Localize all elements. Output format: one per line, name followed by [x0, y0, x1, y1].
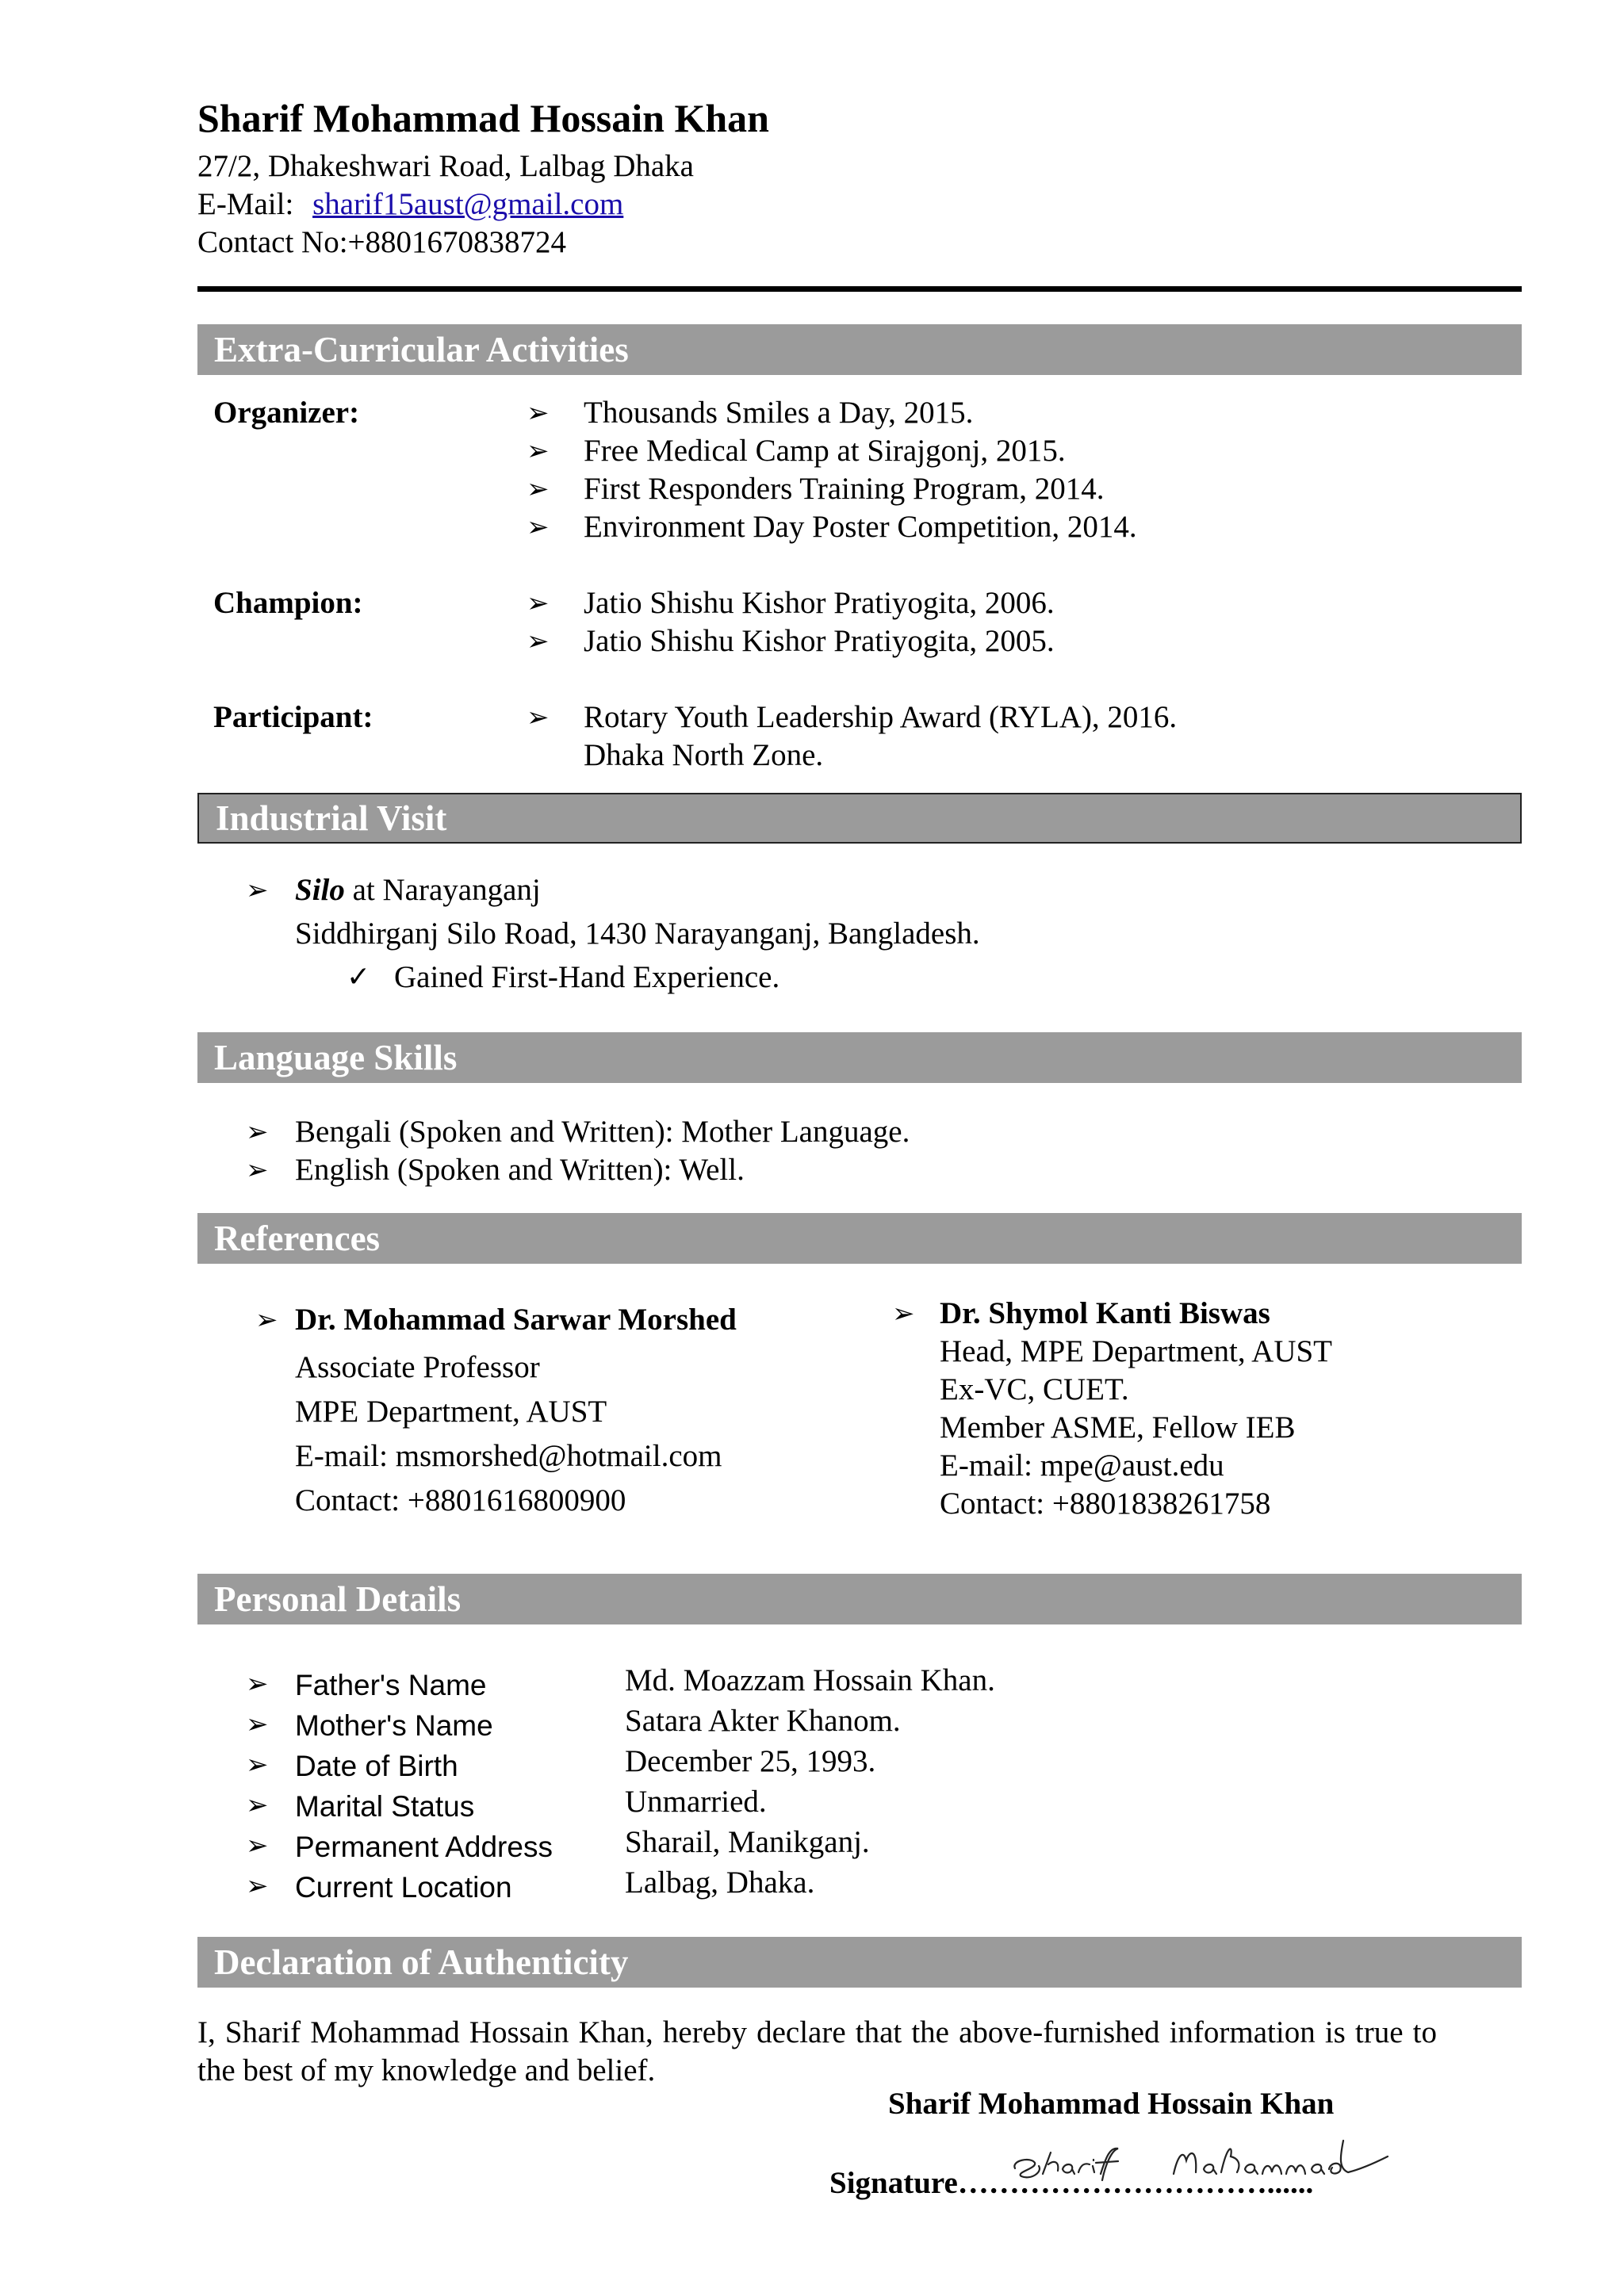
- arrowhead-bullet-icon: ➢: [527, 435, 550, 467]
- candidate-name: Sharif Mohammad Hossain Khan: [197, 96, 769, 140]
- personal-row: [246, 1746, 1356, 1786]
- reference-name-row: [255, 1301, 858, 1345]
- reference-card: [255, 1301, 858, 1523]
- reference-email: E-mail: mpe@aust.edu: [940, 1448, 1224, 1483]
- personal-value: Md. Moazzam Hossain Khan.: [625, 1663, 995, 1697]
- reference-former-role: Ex-VC, CUET.: [940, 1372, 1129, 1406]
- reference-department: MPE Department, AUST: [295, 1395, 607, 1429]
- arrowhead-bullet-icon: ➢: [246, 1116, 269, 1148]
- section-header-references: References: [197, 1213, 1522, 1264]
- industrial-place: [246, 871, 1356, 909]
- personal-details-list: [246, 1665, 1356, 1908]
- signature-line: Signature…………………………......: [829, 2166, 1314, 2200]
- arrowhead-bullet-icon: ➢: [527, 587, 550, 619]
- address-line: 27/2, Dhakeshwari Road, Lalbag Dhaka: [197, 149, 694, 183]
- list-item: ➢ English (Spoken and Written): Well.: [246, 1151, 1356, 1189]
- email-link[interactable]: sharif15aust@gmail.com: [312, 187, 624, 221]
- reference-contact: Contact: +8801838261758: [940, 1487, 1271, 1521]
- arrowhead-bullet-icon: ➢: [246, 1789, 269, 1821]
- reference-name: Dr. Shymol Kanti Biswas: [940, 1296, 1270, 1330]
- personal-value: Lalbag, Dhaka.: [625, 1866, 815, 1900]
- arrowhead-bullet-icon: ➢: [527, 702, 550, 733]
- personal-label: Date of Birth: [295, 1750, 458, 1782]
- arrowhead-bullet-icon: ➢: [246, 1870, 269, 1902]
- arrowhead-bullet-icon: ➢: [246, 1749, 269, 1781]
- reference-contact: Contact: +8801616800900: [295, 1483, 626, 1517]
- arrowhead-bullet-icon: ➢: [246, 1668, 269, 1700]
- industrial-note: ✓ Gained First-Hand Experience.: [347, 959, 1139, 997]
- arrowhead-bullet-icon: ➢: [527, 511, 550, 543]
- list-item: ➢ Bengali (Spoken and Written): Mother Language.: [246, 1113, 1356, 1151]
- reference-name-row: [892, 1295, 1511, 1333]
- signer-name: Sharif Mohammad Hossain Khan: [888, 2087, 1335, 2121]
- check-icon: ✓: [347, 961, 371, 993]
- personal-label: Current Location: [295, 1871, 512, 1904]
- personal-row: [246, 1867, 1356, 1908]
- section-header-personal: Personal Details: [197, 1574, 1522, 1624]
- email-label: E-Mail:: [197, 187, 294, 221]
- personal-value: Sharail, Manikganj.: [625, 1825, 870, 1859]
- contact-line: Contact No:+8801670838724: [197, 225, 567, 259]
- industrial-place-rest: at Narayanganj: [352, 873, 541, 907]
- personal-label: Mother's Name: [295, 1709, 493, 1742]
- arrowhead-bullet-icon: ➢: [527, 473, 550, 505]
- personal-row: [246, 1665, 1356, 1705]
- arrowhead-bullet-icon: ➢: [246, 1830, 269, 1862]
- personal-label: Father's Name: [295, 1669, 487, 1701]
- personal-value: Satara Akter Khanom.: [625, 1704, 901, 1738]
- reference-title: Associate Professor: [295, 1350, 540, 1384]
- personal-row: [246, 1786, 1356, 1827]
- arrowhead-bullet-icon: ➢: [527, 397, 550, 429]
- email-line: [197, 186, 623, 224]
- arrowhead-bullet-icon: ➢: [246, 874, 269, 906]
- arrowhead-bullet-icon: ➢: [246, 1709, 269, 1740]
- participant-label: Participant:: [213, 700, 373, 734]
- header-divider: [197, 286, 1522, 292]
- reference-name: Dr. Mohammad Sarwar Morshed: [295, 1303, 737, 1337]
- personal-row: [246, 1827, 1356, 1867]
- industrial-address: Siddhirganj Silo Road, 1430 Narayanganj, Bangladesh.: [295, 916, 980, 951]
- arrowhead-bullet-icon: ➢: [527, 626, 550, 657]
- reference-membership: Member ASME, Fellow IEB: [940, 1410, 1296, 1445]
- declaration-text: I, Sharif Mohammad Hossain Khan, hereby declare that the above-furnished information is true to the best of my knowledge and belief.: [197, 2015, 1437, 2087]
- section-header-declaration: Declaration of Authenticity: [197, 1937, 1522, 1988]
- reference-email: E-mail: msmorshed@hotmail.com: [295, 1439, 722, 1473]
- arrowhead-bullet-icon: ➢: [255, 1304, 278, 1336]
- section-header-language: Language Skills: [197, 1032, 1522, 1083]
- personal-row: [246, 1705, 1356, 1746]
- arrowhead-bullet-icon: ➢: [892, 1298, 915, 1330]
- section-header-industrial: Industrial Visit: [197, 793, 1522, 844]
- personal-label: Permanent Address: [295, 1831, 553, 1863]
- section-header-extra: Extra-Curricular Activities: [197, 324, 1522, 375]
- industrial-place-name: Silo: [295, 873, 345, 907]
- reference-title: Head, MPE Department, AUST: [940, 1334, 1333, 1368]
- champion-label: Champion:: [213, 586, 363, 620]
- reference-card: [892, 1295, 1511, 1523]
- personal-value: Unmarried.: [625, 1785, 767, 1819]
- personal-value: December 25, 1993.: [625, 1744, 876, 1778]
- personal-label: Marital Status: [295, 1790, 475, 1823]
- arrowhead-bullet-icon: ➢: [246, 1154, 269, 1186]
- organizer-label: Organizer:: [213, 396, 360, 430]
- language-list: [246, 1113, 1356, 1189]
